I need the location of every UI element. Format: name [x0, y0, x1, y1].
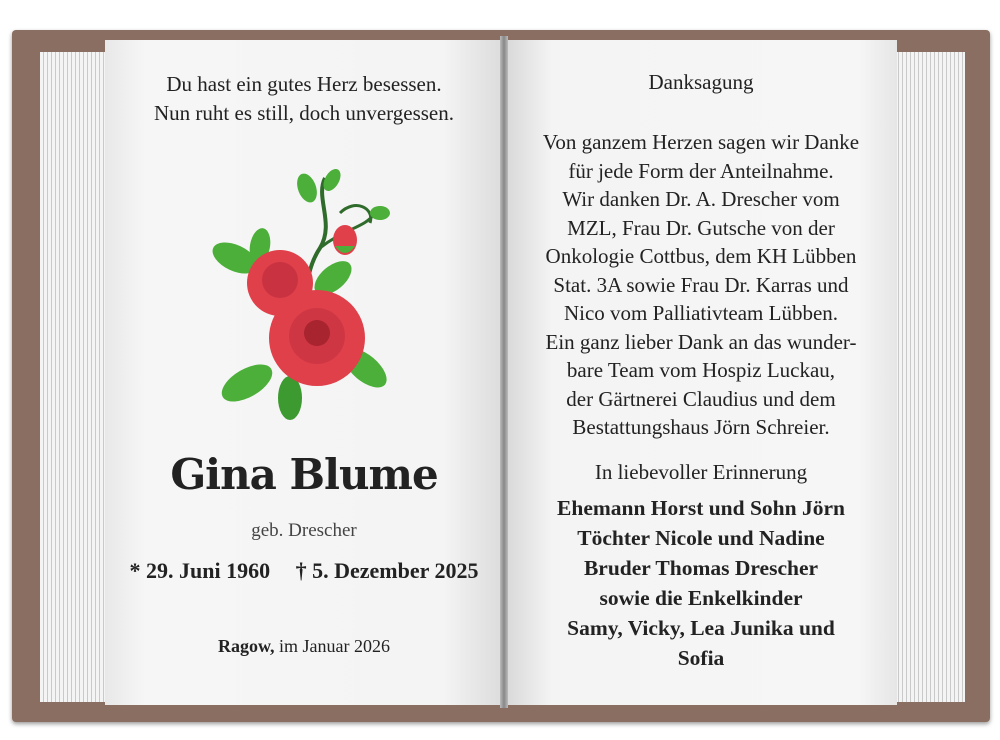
thanks-title: Danksagung: [648, 70, 754, 94]
deceased-name: Gina Blume: [170, 450, 438, 499]
text-line: Wir danken Dr. A. Drescher vom: [562, 187, 840, 211]
text-line: für jede Form der Anteilnahme.: [568, 158, 834, 183]
family-line: Sofia: [677, 646, 725, 670]
family-list: [505, 493, 897, 673]
page-edges-right: [890, 52, 965, 702]
rose-illustration-icon: [205, 168, 405, 428]
date: im Januar 2026: [279, 636, 390, 656]
death-date: † 5. Dezember 2025: [295, 558, 479, 583]
page-edges-left: [40, 52, 115, 702]
place-date: [105, 636, 503, 657]
text-line: Von ganzem Herzen sagen wir Danke: [542, 130, 860, 154]
birth-date: * 29. Juni 1960: [129, 558, 271, 583]
text-line: Ein ganz lieber Dank an das wunder-: [545, 329, 857, 354]
text-line: Stat. 3A sowie Frau Dr. Karras und: [553, 272, 849, 297]
verse-line: Nun ruht es still, doch unvergessen.: [154, 101, 454, 125]
verse-line: Du hast ein gutes Herz besessen.: [166, 72, 442, 96]
text-line: Nico vom Palliativteam Lübben.: [563, 301, 839, 325]
book-spine: [500, 36, 508, 708]
memory-heading: In liebevoller Erinnerung: [594, 460, 808, 484]
family-line: sowie die Enkelkinder: [599, 586, 803, 610]
family-line: Samy, Vicky, Lea Junika und: [567, 616, 835, 640]
text-line: MZL, Frau Dr. Gutsche von der: [567, 215, 835, 240]
left-page: [105, 40, 503, 705]
text-line: bare Team vom Hospiz Luckau,: [566, 358, 836, 382]
family-line: Töchter Nicole und Nadine: [577, 526, 825, 550]
place: Ragow,: [218, 636, 275, 656]
life-dates: [105, 558, 503, 584]
verse: [105, 70, 503, 128]
text-line: Onkologie Cottbus, dem KH Lübben: [545, 244, 857, 268]
text-line: der Gärtnerei Claudius und dem: [566, 386, 836, 411]
family-line: Ehemann Horst und Sohn Jörn: [557, 496, 845, 520]
text-line: Bestattungshaus Jörn Schreier.: [572, 415, 830, 439]
right-page: [505, 40, 897, 705]
thanks-text: [505, 128, 897, 442]
family-line: Bruder Thomas Drescher: [583, 556, 819, 580]
birth-name: geb. Drescher: [251, 520, 357, 541]
